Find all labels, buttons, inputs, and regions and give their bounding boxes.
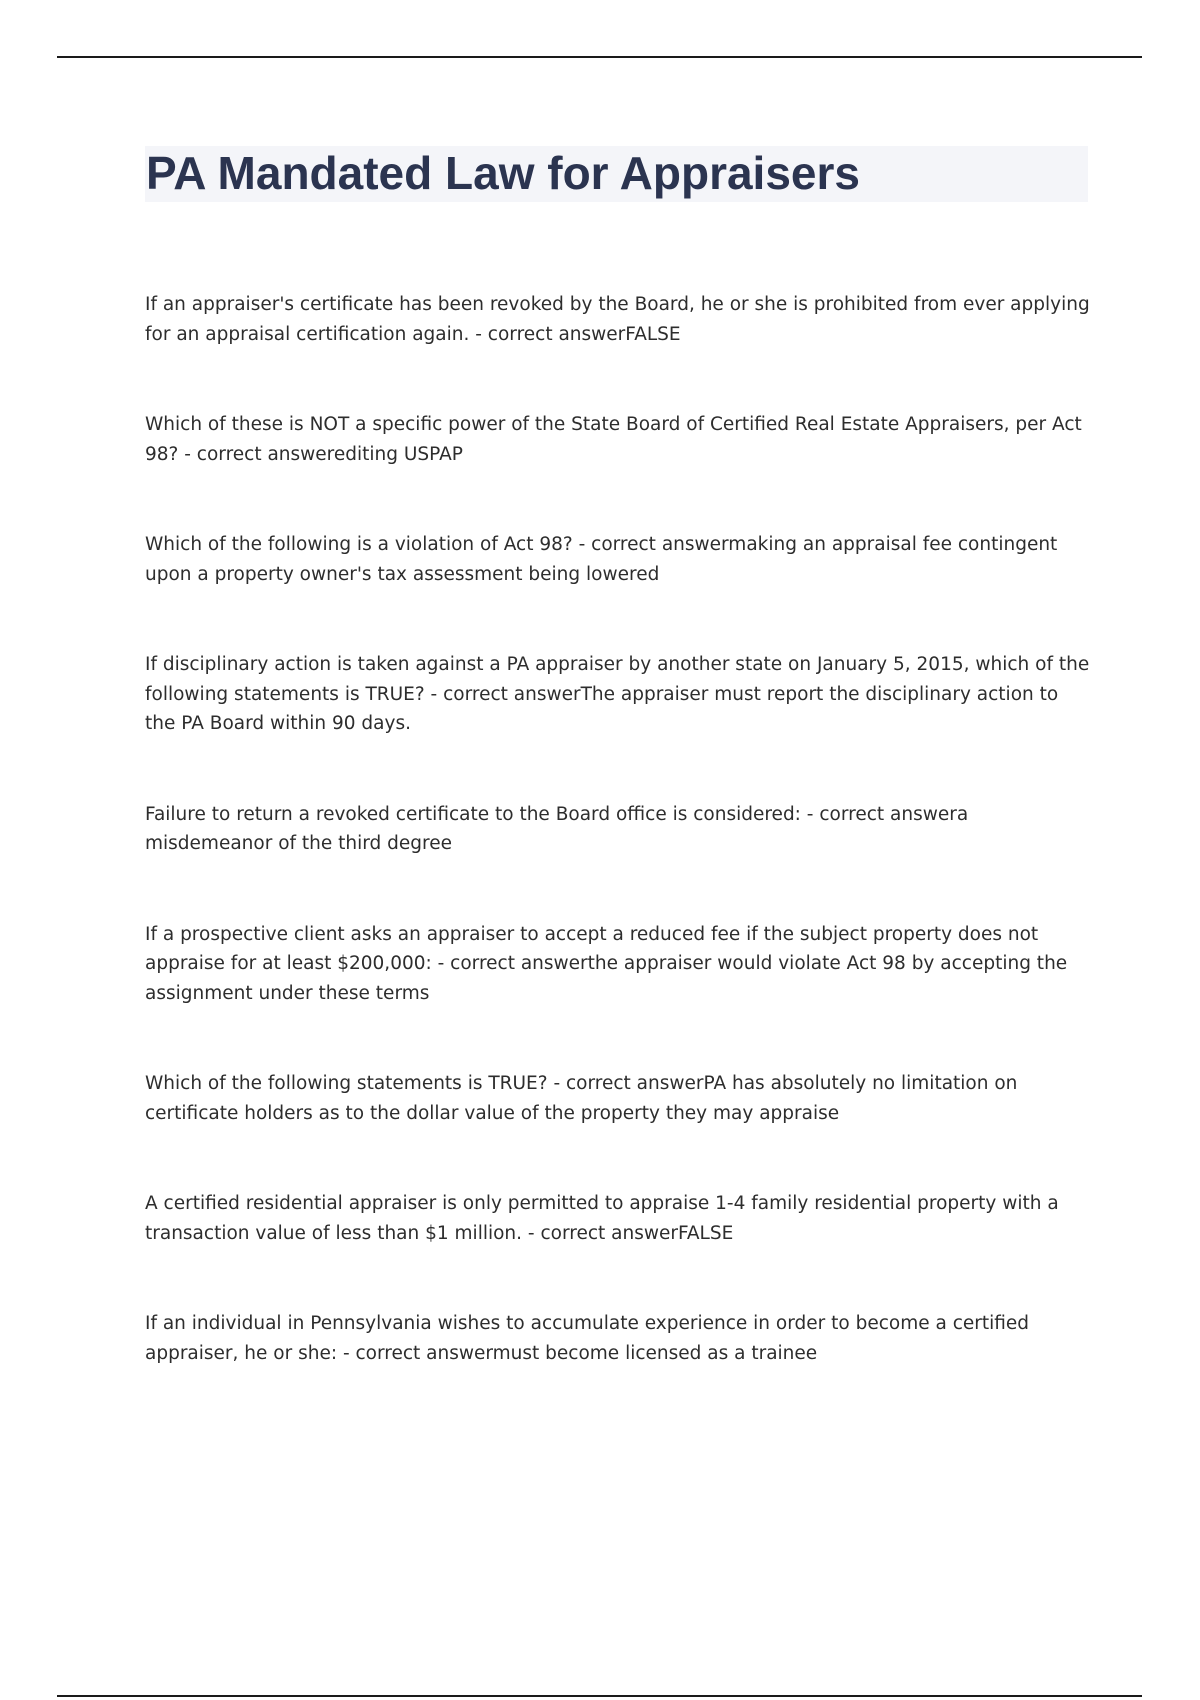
qa-item: Which of these is NOT a specific power of the State Board of Certified Real Estate Appraisers, per Act 98? - correct answerediting USPAP [145, 414, 1082, 465]
qa-item: Which of the following statements is TRUE? - correct answerPA has absolutely no limitation on certificate holders as to the dollar value of the property they may appraise [145, 1073, 1018, 1124]
qa-list [145, 290, 1090, 1368]
qa-item: If an appraiser's certificate has been revoked by the Board, he or she is prohibited from ever applying for an appraisal certification again. - correct answerFALSE [145, 294, 1090, 345]
top-rule [57, 56, 1142, 58]
qa-item: Which of the following is a violation of Act 98? - correct answermaking an appraisal fee contingent upon a property owner's tax assessment being lowered [145, 534, 1058, 585]
qa-item: If disciplinary action is taken against a PA appraiser by another state on January 5, 2015, which of the following statements is TRUE? - correct answerThe appraiser must report the disciplinary action to the PA Board within 90 days. [145, 654, 1090, 734]
qa-item: A certified residential appraiser is only permitted to appraise 1-4 family residential property with a transaction value of less than $1 million. - correct answerFALSE [145, 1193, 1059, 1244]
qa-item: If a prospective client asks an appraiser to accept a reduced fee if the subject property does not appraise for at least $200,000: - correct answerthe appraiser would violate Act 98 by accepting the assignment under these terms [145, 923, 1068, 1004]
bottom-rule [57, 1695, 1142, 1697]
document-title: PA Mandated Law for Appraisers [146, 147, 860, 199]
qa-item: If an individual in Pennsylvania wishes to accumulate experience in order to become a certified appraiser, he or she: - correct answermust become licensed as a trainee [145, 1313, 1030, 1364]
qa-item: Failure to return a revoked certificate to the Board office is considered: - correct answera misdemeanor of the third degree [145, 803, 969, 854]
